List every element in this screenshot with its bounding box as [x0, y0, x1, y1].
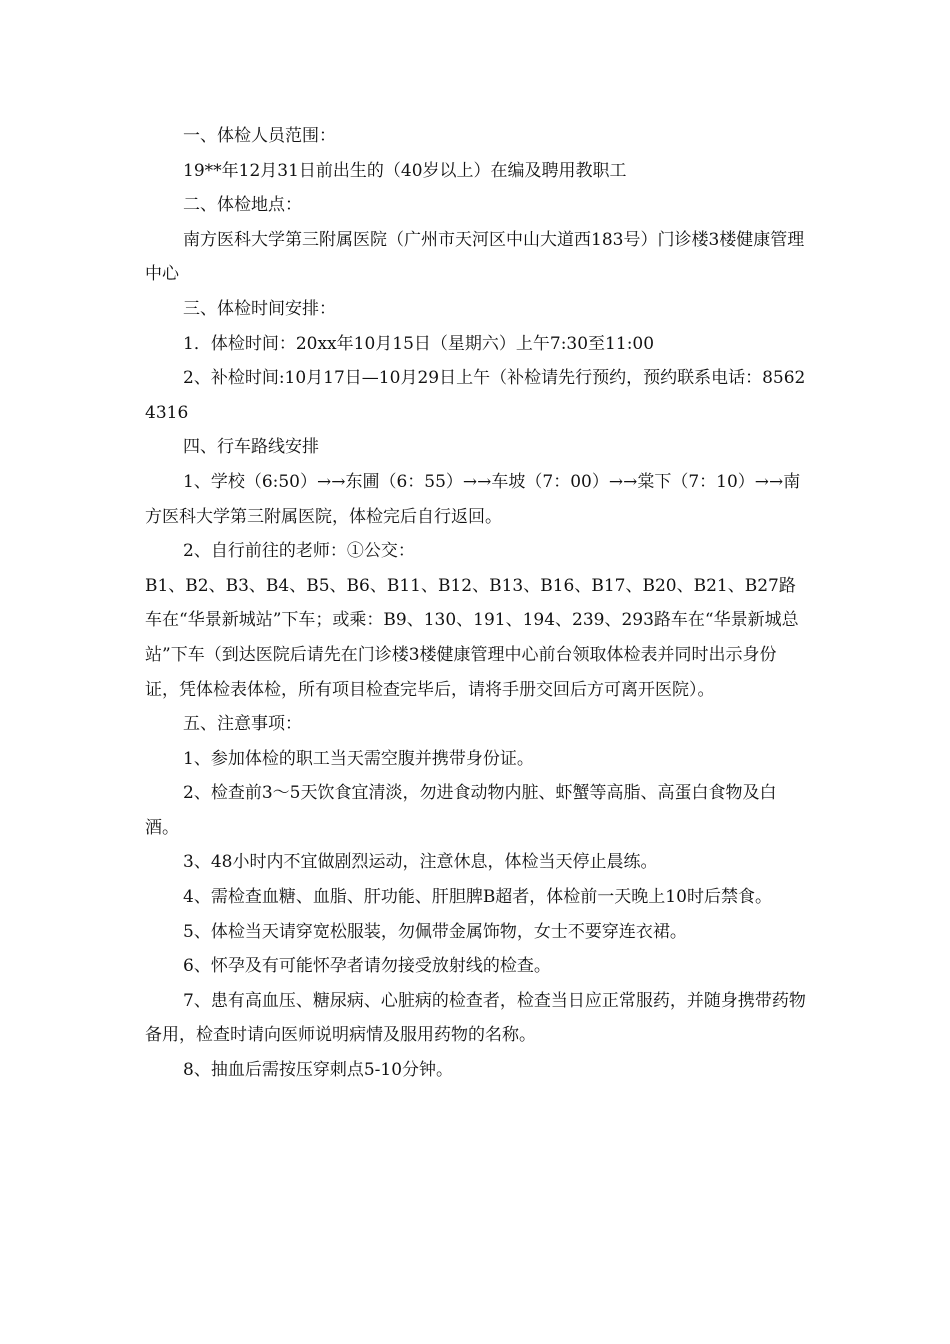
note-item-3: 3、48小时内不宜做剧烈运动，注意休息，体检当天停止晨练。 [183, 852, 658, 873]
note-item-7: 7、患有高血压、糖尿病、心脏病的检查者，检查当日应正常服药，并随身携带药物备用，检查时请向医师说明病情及服用药物的名称。 [145, 990, 806, 1046]
note-item-6: 6、怀孕及有可能怀孕者请勿接受放射线的检查。 [183, 956, 551, 977]
route-self-travel: 2、自行前往的老师：①公交： [183, 541, 415, 562]
note-item-4: 4、需检查血糖、血脂、肝功能、肝胆脾B超者，体检前一天晚上10时后禁食。 [183, 887, 772, 908]
document-body [145, 119, 810, 1088]
note-item-8: 8、抽血后需按压穿刺点5-10分钟。 [183, 1060, 454, 1081]
schedule-makeup-time: 2、补检时间:10月17日—10月29日上午（补检请先行预约，预约联系电话：85624316 [145, 368, 806, 423]
note-item-5: 5、体检当天请穿宽松服装，勿佩带金属饰物，女士不要穿连衣裙。 [183, 921, 687, 942]
note-item-2: 2、检查前3～5天饮食宜清淡，勿进食动物内脏、虾蟹等高脂、高蛋白食物及白酒。 [145, 783, 777, 838]
section-heading-scope: 一、体检人员范围： [183, 126, 336, 146]
section-heading-route: 四、行车路线安排 [183, 437, 319, 458]
route-bus-schedule: 1、学校（6:50）→→东圃（6：55）→→车坡（7：00）→→棠下（7：10）→→南方医科大学第三附属医院，体检完后自行返回。 [145, 471, 801, 527]
note-item-1: 1、参加体检的职工当天需空腹并携带身份证。 [183, 748, 534, 769]
schedule-exam-time: 1．体检时间：20xx年10月15日（星期六）上午7:30至11:00 [183, 333, 655, 354]
location-text: 南方医科大学第三附属医院（广州市天河区中山大道西183号）门诊楼3楼健康管理中心 [145, 229, 805, 285]
scope-text: 19**年12月31日前出生的（40岁以上）在编及聘用教职工 [183, 160, 627, 181]
route-bus-lines: B1、B2、B3、B4、B5、B6、B11、B12、B13、B16、B17、B20、B21、B27路车在“华景新城站”下车；或乘：B9、130、191、194、239、293路车在“华景新城总站”下车（到达医院后请先在门诊楼3楼健康管理中心前台领取体检表并同时出示身份证，凭体检表体检，所有项目检查完毕后，请将手册交回后方可离开医院）。 [145, 575, 799, 700]
section-heading-location: 二、体检地点： [183, 195, 302, 216]
section-heading-schedule: 三、体检时间安排： [183, 298, 336, 319]
section-heading-notes: 五、注意事项： [183, 714, 302, 735]
